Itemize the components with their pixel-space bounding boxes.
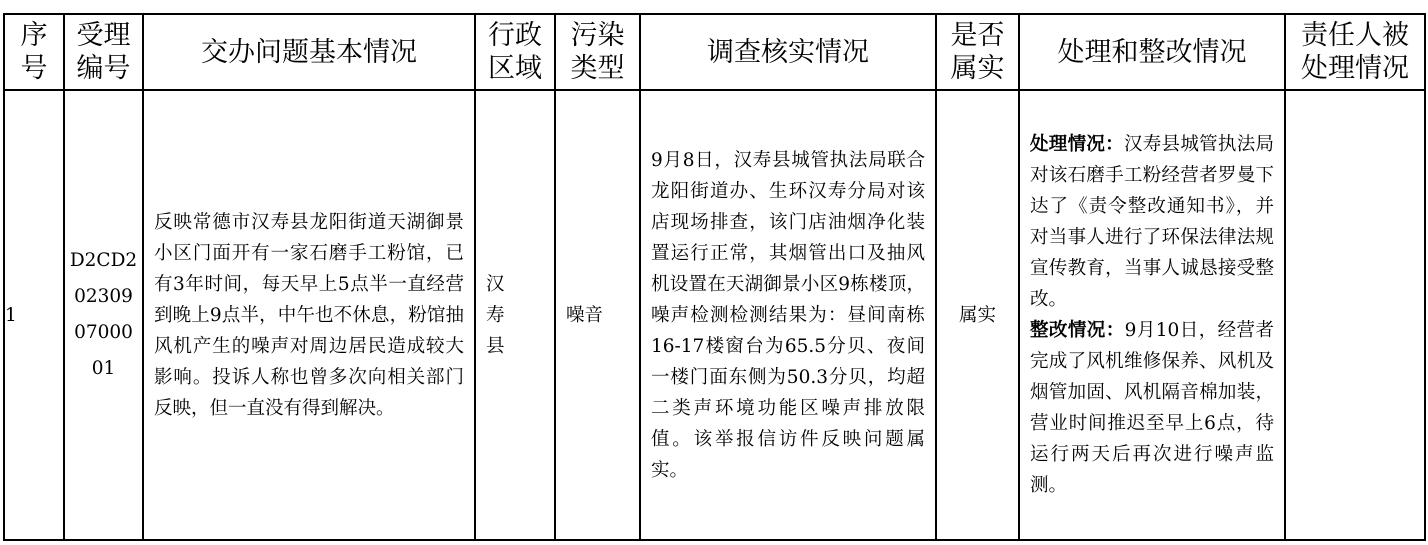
investigation-text: 9月8日，汉寿县城管执法局联合龙阳街道办、生环汉寿分局对该店现场排查，该门店油烟净化装置运行正常，其烟管出口及抽风机设置在天湖御景小区9栋楼顶，噪声检测检测结果为：昼间南栋16-17楼窗台为65.5分贝、夜间一楼门面东侧为50.3分贝，均超二类声环境功能区噪声排放限值。该举报信访件反映问题属实。 bbox=[651, 149, 925, 481]
header-id-line-2: 编号 bbox=[76, 53, 131, 84]
header-seq-line-1: 序 bbox=[20, 20, 48, 51]
cell-investigation bbox=[640, 90, 936, 540]
header-region-line-1: 行政 bbox=[488, 20, 542, 51]
cell-handling bbox=[1019, 90, 1285, 540]
header-row bbox=[4, 14, 1425, 90]
handling-label-2: 整改情况： bbox=[1030, 320, 1125, 341]
header-verified-line-1: 是否 bbox=[950, 20, 1005, 51]
cell-issue bbox=[143, 90, 475, 540]
header-accountability-line-2: 处理情况 bbox=[1301, 53, 1409, 84]
cell-pollution bbox=[555, 90, 640, 540]
header-accountability-line-1: 责任人被 bbox=[1301, 20, 1409, 51]
header-pollution-line-2: 类型 bbox=[570, 53, 625, 84]
region-text: 汉寿县 bbox=[486, 273, 529, 357]
header-pollution-line-1: 污染 bbox=[570, 20, 625, 51]
header-verified-line-2: 属实 bbox=[950, 53, 1005, 84]
header-region-line-2: 区域 bbox=[488, 53, 542, 84]
header-accountability bbox=[1285, 14, 1425, 90]
handling-text-2: 9月10日，经营者完成了风机维修保养、风机及烟管加固、风机隔音棉加装，营业时间推迟至早上6点，待运行两天后再次进行噪声监测。 bbox=[1030, 320, 1274, 496]
cell-id bbox=[64, 90, 143, 540]
header-seq-line-2: 号 bbox=[20, 53, 48, 84]
cell-verified bbox=[936, 90, 1019, 540]
cell-region bbox=[475, 90, 555, 540]
handling-label-1: 处理情况： bbox=[1030, 134, 1124, 155]
table-row bbox=[4, 90, 1425, 540]
header-id-line-1: 受理 bbox=[76, 20, 131, 51]
header-seq bbox=[4, 14, 64, 90]
cell-accountability bbox=[1285, 90, 1425, 540]
header-handling: 处理和整改情况 bbox=[1019, 14, 1285, 90]
header-region bbox=[475, 14, 555, 90]
header-issue: 交办问题基本情况 bbox=[143, 14, 475, 90]
case-table bbox=[3, 13, 1426, 541]
issue-text: 反映常德市汉寿县龙阳街道天湖御景小区门面开有一家石磨手工粉馆，已有3年时间，每天早上5点半一直经营到晚上9点半，中午也不休息，粉馆抽风机产生的噪声对周边居民造成较大影响。投诉人称也曾多次向相关部门反映，但一直没有得到解决。 bbox=[154, 211, 464, 419]
pollution-text: 噪音 bbox=[566, 304, 604, 326]
header-id bbox=[64, 14, 143, 90]
header-pollution bbox=[555, 14, 640, 90]
header-verified bbox=[936, 14, 1019, 90]
cell-seq: 1 bbox=[4, 90, 64, 540]
verified-text: 属实 bbox=[958, 304, 996, 326]
header-investigation: 调查核实情况 bbox=[640, 14, 936, 90]
handling-block bbox=[1020, 129, 1284, 501]
handling-text-1: 汉寿县城管执法局对该石磨手工粉经营者罗曼下达了《责令整改通知书》，并对当事人进行了环保法律法规宣传教育，当事人诚恳接受整改。 bbox=[1030, 134, 1274, 310]
case-id: D2CD2023090700001 bbox=[69, 250, 138, 379]
